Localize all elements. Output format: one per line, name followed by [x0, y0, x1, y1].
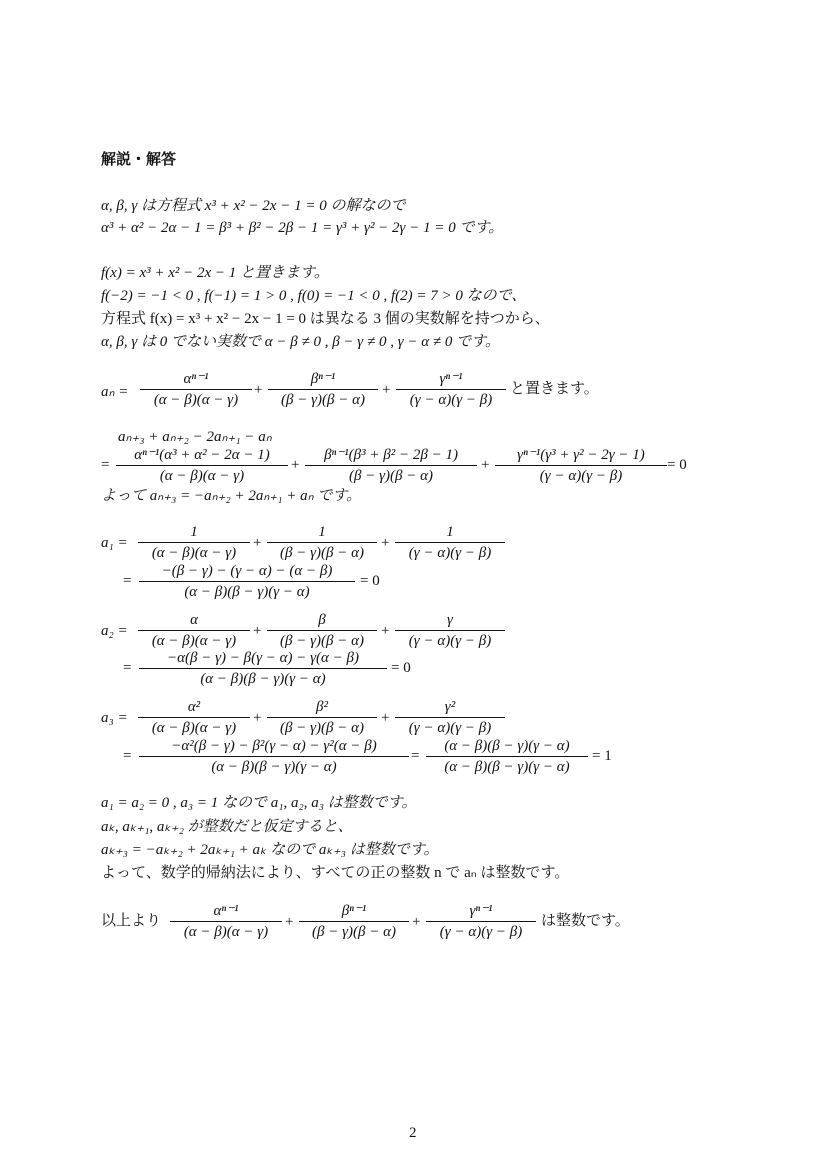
section-heading: 解説・解答	[101, 150, 177, 168]
an-fraction-alpha	[140, 370, 252, 409]
denominator: (γ − α)(γ − β)	[409, 392, 493, 408]
distinct-roots-statement: 方程式 f(x) = x³ + x² − 2x − 1 = 0 は異なる 3 個の実数解を持つから、	[101, 311, 550, 327]
nonzero-differences: α, β, γ は 0 でない実数で α − β ≠ 0 , β − γ ≠ 0 , γ − α ≠ 0 です。	[101, 334, 500, 350]
roots-statement: α, β, γ は方程式 x³ + x² − 2x − 1 = 0 の解なので	[101, 198, 406, 214]
recurrence-top: aₙ₊₃ + aₙ₊₂ − 2aₙ₊₁ − aₙ	[118, 429, 272, 445]
page-number: 2	[409, 1125, 417, 1141]
induction-step: aₖ₊₃ = −aₖ₊₂ + 2aₖ₊₁ + aₖ なので aₖ₊₃ は整数です。	[101, 842, 439, 858]
an-definition-tail: と置きます。	[510, 381, 599, 397]
an-fraction-gamma	[396, 370, 506, 409]
final-tail: は整数です。	[541, 913, 630, 929]
denominator: (β − γ)(β − α)	[281, 392, 365, 408]
numerator: αⁿ⁻¹	[183, 371, 209, 387]
induction-hypothesis: aₖ, aₖ₊₁, aₖ₊₂ が整数だと仮定すると、	[101, 819, 353, 835]
an-lhs: aₙ =	[101, 384, 129, 400]
roots-equation: α³ + α² − 2α − 1 = β³ + β² − 2β − 1 = γ³ + γ² − 2γ − 1 = 0 です。	[101, 220, 504, 236]
base-case: a₁ = a₂ = 0 , a₃ = 1 なので a₁, a₂, a₃ は整数です。	[101, 795, 417, 811]
numerator: γⁿ⁻¹	[439, 371, 463, 387]
f-definition: f(x) = x³ + x² − 2x − 1 と置きます。	[101, 265, 329, 281]
an-fraction-beta	[268, 370, 378, 409]
recurrence-fraction-beta: βⁿ⁻¹(β³ + β² − 2β − 1) (β − γ)(β − α)	[305, 446, 477, 485]
final-lead: 以上より	[101, 913, 162, 929]
recurrence-fraction-alpha: αⁿ⁻¹(α³ + α² − 2α − 1) (α − β)(α − γ)	[116, 446, 288, 485]
f-values: f(−2) = −1 < 0 , f(−1) = 1 > 0 , f(0) = −1 < 0 , f(2) = 7 > 0 なので、	[101, 288, 527, 304]
denominator: (α − β)(α − γ)	[153, 392, 239, 408]
induction-conclusion: よって、数学的帰納法により、すべての正の整数 n で aₙ は整数です。	[101, 865, 570, 881]
recurrence-fraction-gamma: γⁿ⁻¹(γ³ + γ² − 2γ − 1) (γ − α)(γ − β)	[495, 446, 667, 485]
numerator: βⁿ⁻¹	[310, 371, 336, 387]
recurrence-conclusion: よって aₙ₊₃ = −aₙ₊₂ + 2aₙ₊₁ + aₙ です。	[101, 488, 362, 504]
